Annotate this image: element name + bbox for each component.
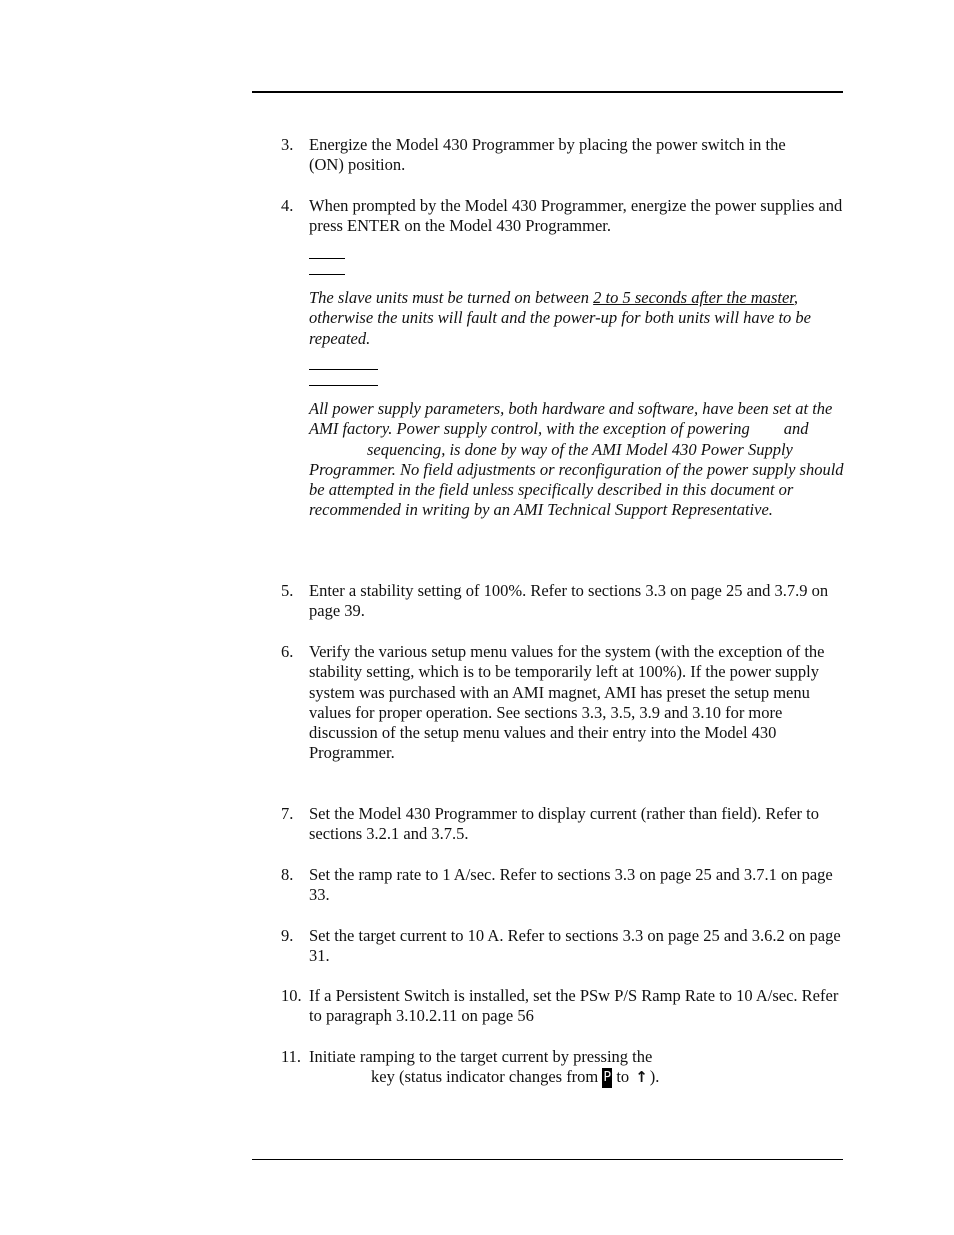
step-number: 10. [281,986,302,1005]
step-text: Set the target current to 10 A. Refer to sections 3.3 on page 25 and 3.6.2 on page 31. [309,926,841,966]
step-number: 8. [281,865,294,884]
note-text: , otherwise the units will fault and the power-up for both units will have to be repeated. [309,288,811,348]
step-number: 7. [281,804,294,823]
step-3 [281,135,846,176]
step-number: 9. [281,926,294,945]
step-number: 5. [281,581,294,600]
step-text [309,135,846,176]
step-text-part: to [616,1067,630,1087]
paused-status-icon: P [602,1068,612,1088]
note-text: sequencing, is done by way of the AMI Model 430 Power Supply Programmer. No field adjustments or reconfiguration of the power supply should be attempted in the field unless specifically described in this document or recommended in writing by an AMI Technical Support Representative. [309,439,844,520]
footer-rule [252,1159,843,1160]
step-7 [281,804,846,845]
note-header-lines [309,258,345,290]
note-slave-units [309,288,844,349]
divider [309,274,345,275]
step-text-part: Energize the Model 430 Programmer by placing the power switch in the [309,135,786,154]
note-text: and [783,419,809,439]
note-text: All power supply parameters, both hardware and software, have been set at the AMI factory. Power supply control, with the exception of powering [309,399,833,439]
step-number: 11. [281,1047,302,1066]
step-text: Verify the various setup menu values for the system (with the exception of the stability setting, which is to be temporarily left at 100%). If the power supply system was purchased with an AMI magnet, AMI has preset the setup menu values for proper operation. See sections 3.3, 3.5, 3.9 and 3.10 for more discussion of the setup menu values and their entry into the Model 430 Programmer. [309,642,825,763]
ramping-up-arrow-icon: ↑ [635,1068,648,1087]
note-emphasis: 2 to 5 seconds after the master [593,288,794,307]
step-text: Set the ramp rate to 1 A/sec. Refer to sections 3.3 on page 25 and 3.7.1 on page 33. [309,865,833,905]
step-5 [281,581,846,622]
header-rule [252,91,843,93]
step-8 [281,865,846,906]
divider [309,385,378,386]
step-6 [281,642,846,764]
divider [309,369,378,370]
step-text: When prompted by the Model 430 Programmer, energize the power supplies and press ENTER on the Model 430 Programmer. [309,196,843,236]
step-number: 4. [281,196,294,215]
step-11 [281,1047,846,1088]
step-9 [281,926,846,967]
caution-header-lines [309,369,378,401]
step-text: Set the Model 430 Programmer to display current (rather than field). Refer to sections 3.2.1 and 3.7.5. [309,804,819,844]
step-text [309,1047,846,1088]
step-text-part: Initiate ramping to the target current by pressing the [309,1047,653,1066]
step-text-part: ). [649,1067,660,1087]
note-parameters [309,399,844,521]
divider [309,258,345,259]
step-number: 3. [281,135,294,154]
step-text: Enter a stability setting of 100%. Refer to sections 3.3 on page 25 and 3.7.9 on page 39. [309,581,829,621]
note-text: The slave units must be turned on between [309,288,594,307]
step-4 [281,196,846,237]
step-text-part: key (status indicator changes from [371,1067,599,1087]
step-text: If a Persistent Switch is installed, set the PSw P/S Ramp Rate to 10 A/sec. Refer to paragraph 3.10.2.11 on page 56 [309,986,839,1026]
step-10 [281,986,846,1027]
step-number: 6. [281,642,294,661]
step-text-part: (ON) position. [309,155,406,175]
